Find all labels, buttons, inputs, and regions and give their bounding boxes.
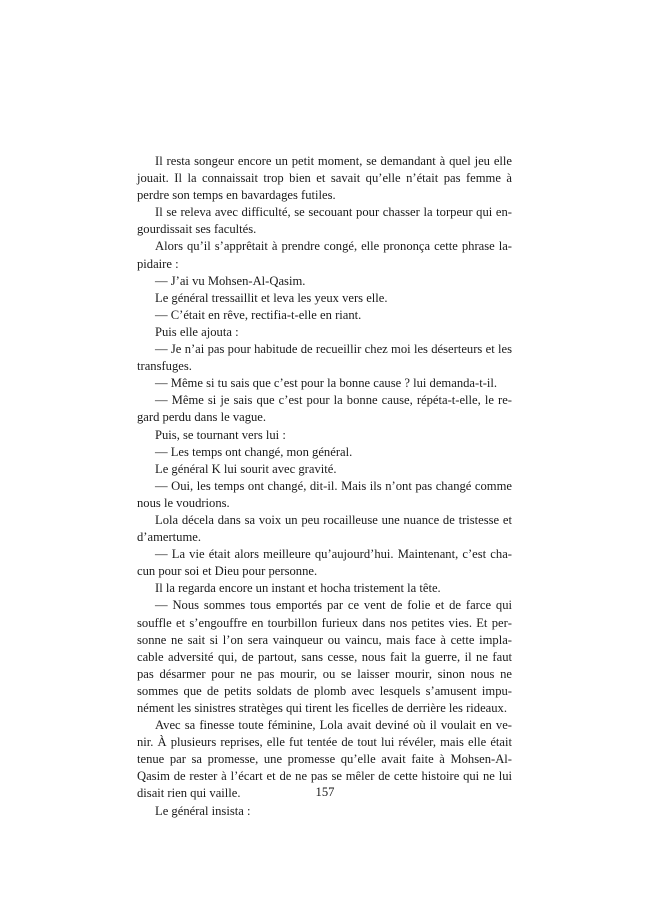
paragraph: — La vie était alors meilleure qu’aujourd’hui. Maintenant, c’est chacun pour soi et Dieu pour personne.	[137, 547, 512, 579]
paragraph: Alors qu’il s’apprêtait à prendre congé, elle prononça cette phrase lapidaire :	[137, 239, 512, 271]
paragraph: — Même si je sais que c’est pour la bonne cause, répéta-t-elle, le regard perdu dans le vague.	[137, 393, 512, 425]
paragraph: Avec sa finesse toute féminine, Lola avait deviné où il voulait en venir. À plusieurs reprises, elle fut tentée de tout lui révéler, mais elle était tenue par sa promesse, une promesse qu’elle avait faite à Mohsen-Al-Qasim de rester à l’écart et de ne pas se mêler de cette histoire qui ne lui disait rien qui vaille.	[137, 718, 512, 801]
paragraph: Il resta songeur encore un petit moment, se demandant à quel jeu elle jouait. Il la connaissait trop bien et savait qu’elle n’était pas femme à perdre son temps en bavardages futiles.	[137, 154, 512, 203]
paragraph: Le général tressaillit et leva les yeux vers elle.	[155, 290, 388, 305]
paragraph: Il se releva avec difficulté, se secouant pour chasser la torpeur qui engourdissait ses facultés.	[137, 205, 512, 237]
paragraph: — Même si tu sais que c’est pour la bonne cause ? lui demanda-t-il.	[155, 376, 498, 391]
paragraph: Le général K lui sourit avec gravité.	[155, 461, 337, 476]
paragraph: — Je n’ai pas pour habitude de recueillir chez moi les déserteurs et les transfuges.	[137, 342, 512, 374]
body-text	[137, 153, 512, 820]
paragraph: — J’ai vu Mohsen-Al-Qasim.	[155, 273, 306, 288]
paragraph: — C’était en rêve, rectifia-t-elle en riant.	[155, 307, 362, 322]
paragraph: Puis elle ajouta :	[155, 324, 239, 339]
paragraph: Puis, se tournant vers lui :	[155, 427, 286, 442]
paragraph: — Oui, les temps ont changé, dit-il. Mais ils n’ont pas changé comme nous le voudrions.	[137, 478, 512, 510]
paragraph: — Les temps ont changé, mon général.	[155, 444, 353, 459]
page-number: 157	[315, 785, 335, 799]
paragraph: Il la regarda encore un instant et hocha tristement la tête.	[155, 581, 441, 596]
paragraph: Lola décela dans sa voix un peu rocailleuse une nuance de tristesse et d’amertume.	[137, 512, 512, 545]
paragraph: — Nous sommes tous emportés par ce vent de folie et de farce qui souffle et s’engouffre en tourbillon furieux dans nos petites vies. Et personne ne sait si l’on sera vainqueur ou vaincu, mais face à cette implacable adversité qui, de partout, sans cesse, nous fait la guerre, il ne faut pas désarmer pour ne pas mourir, ou se laisser mourir, sinon nous ne sommes que de petits soldats de plomb avec lesquels s’amusent impunément les sinistres stratèges qui tirent les ficelles de derrière les rideaux.	[137, 598, 512, 715]
paragraph: Le général insista :	[155, 803, 251, 818]
